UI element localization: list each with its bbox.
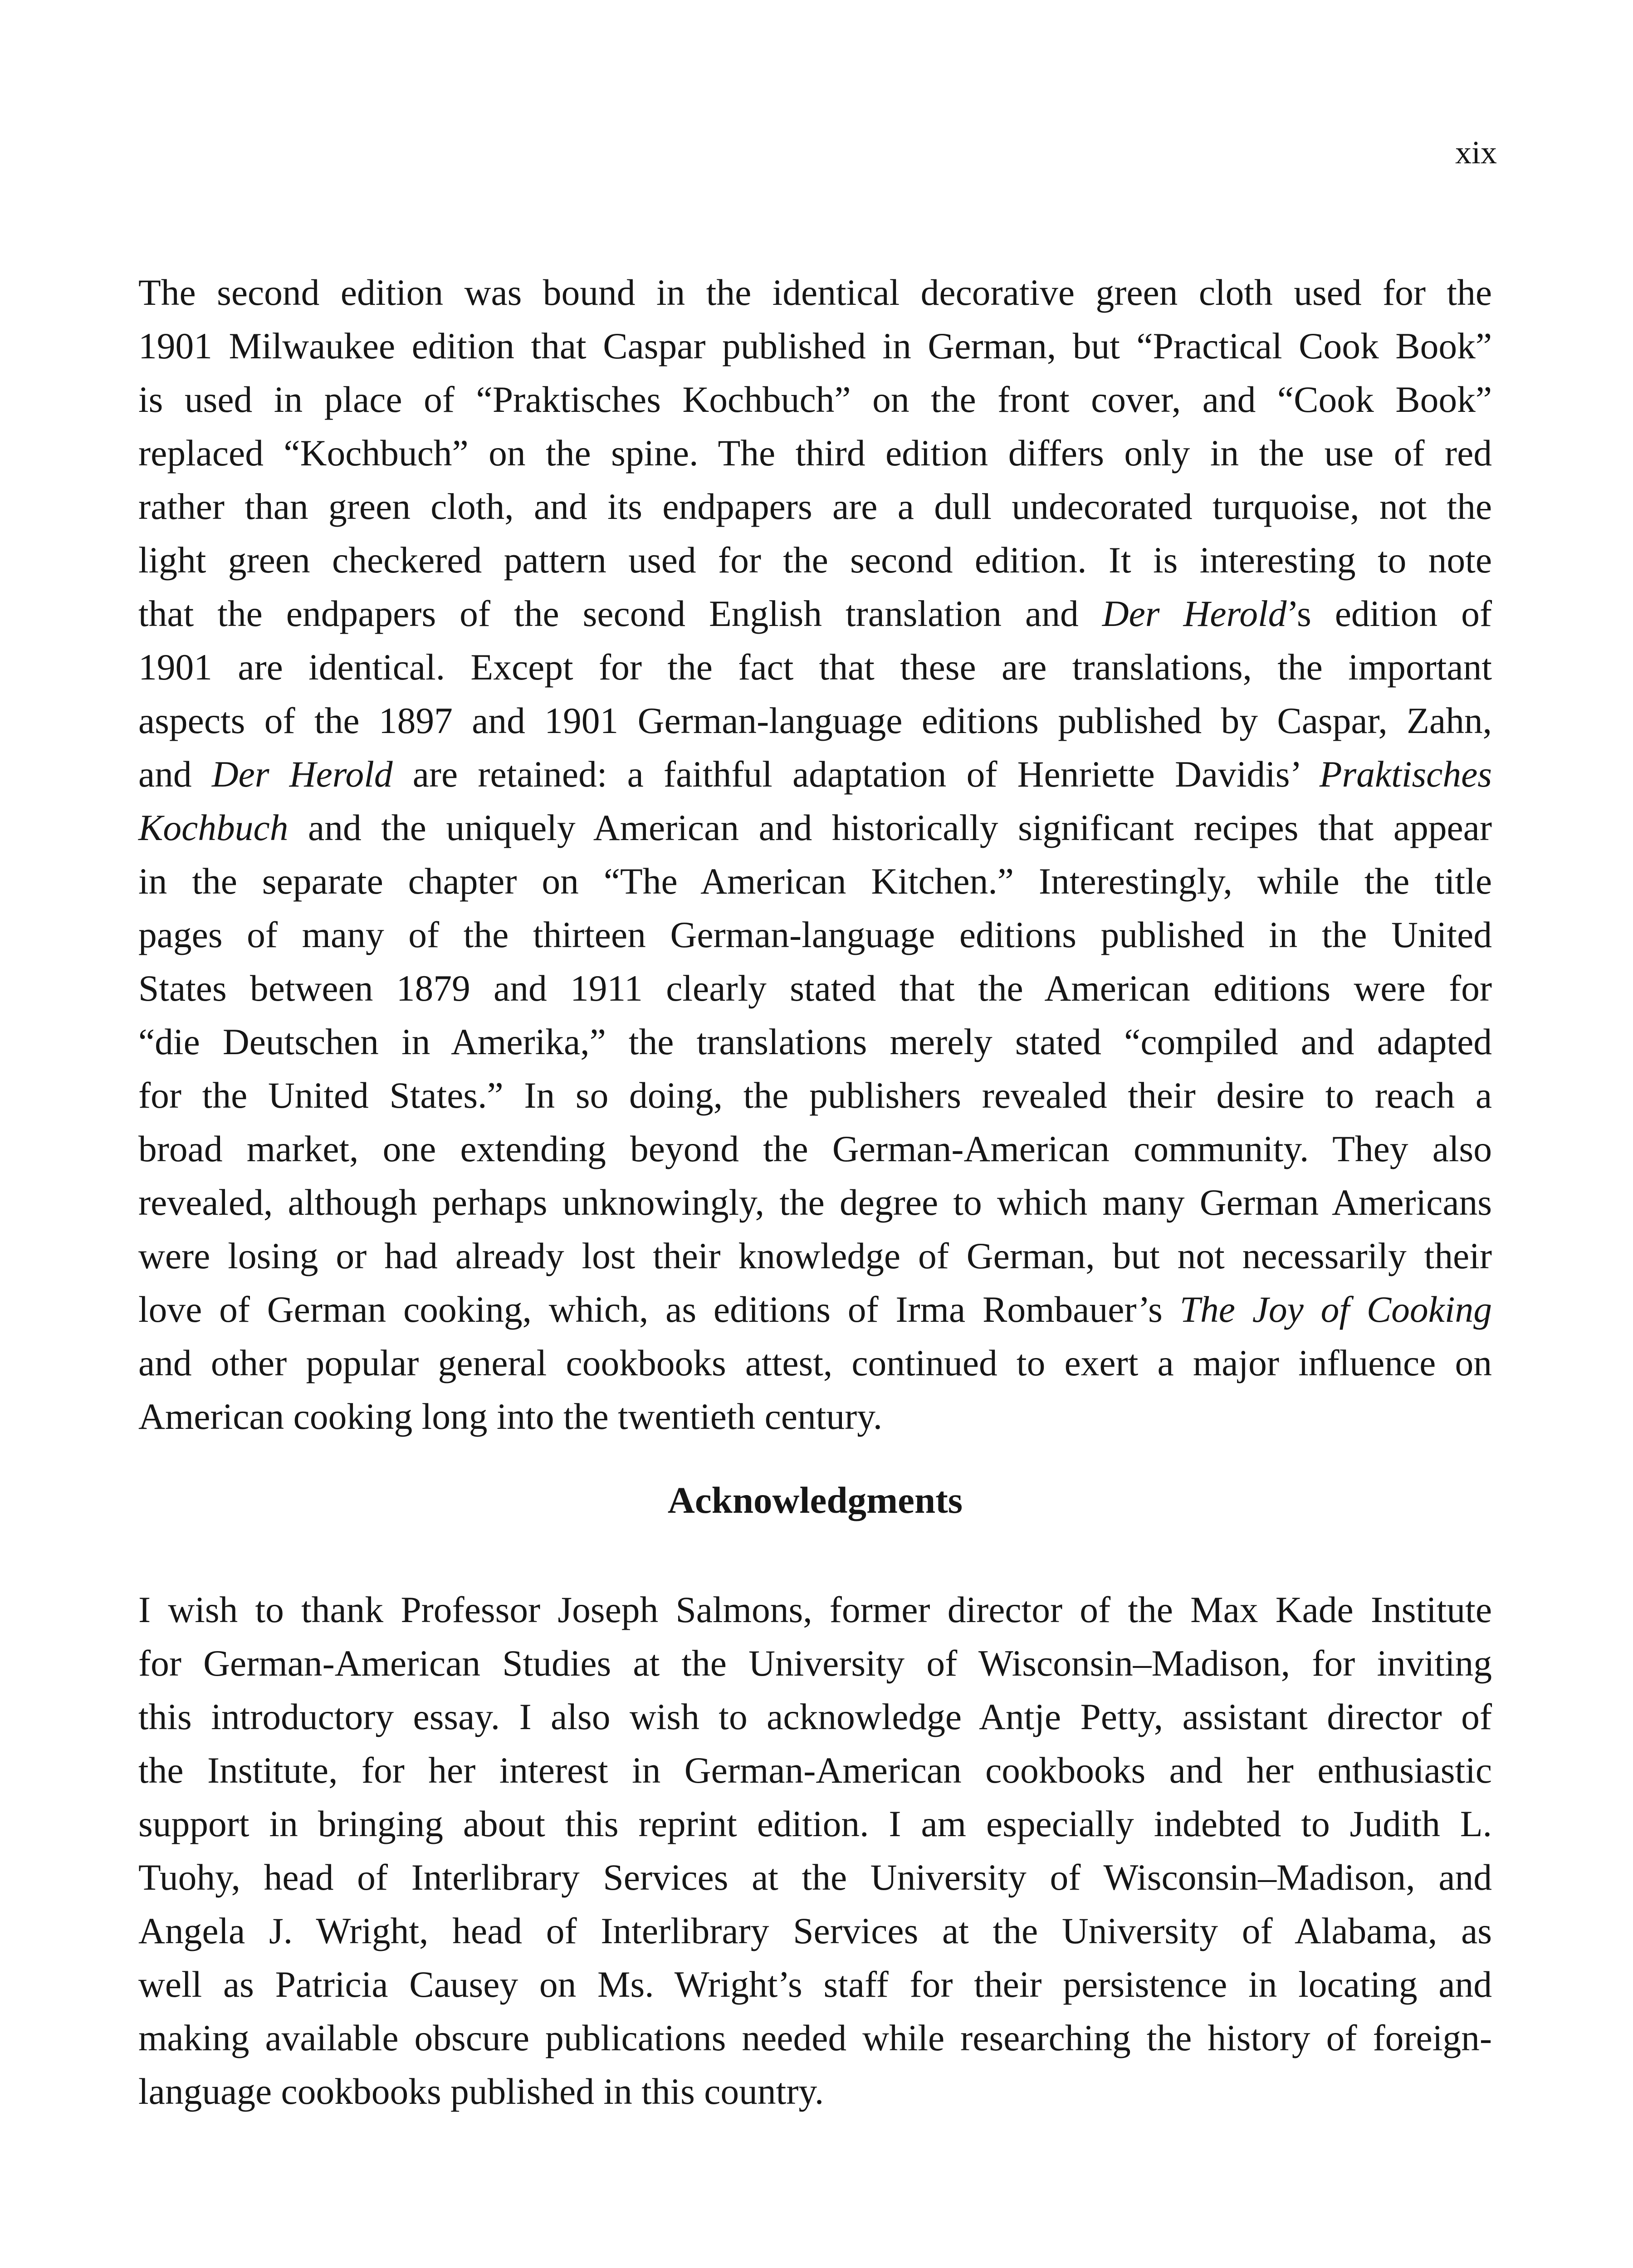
- text-run: this introductory essay. I also wish to acknowledge Antje Petty, assistant director of: [138, 1696, 1492, 1737]
- text-run: is used in place of “Praktisches Kochbuch” on the front cover, and “Cook Book”: [138, 379, 1492, 420]
- text-line: [138, 748, 1492, 801]
- text-line: [138, 2011, 1492, 2065]
- text-line: [138, 855, 1492, 908]
- italic-title: The Joy of Cooking: [1179, 1289, 1492, 1330]
- text-run: ’s edition of: [1286, 593, 1492, 634]
- text-run: support in bringing about this reprint edition. I am especially indebted to Judith L.: [138, 1803, 1492, 1844]
- italic-title: Der Herold: [1102, 593, 1287, 634]
- body-paragraph-1: [138, 266, 1492, 1443]
- page-number: xix: [1455, 134, 1497, 171]
- text-run: aspects of the 1897 and 1901 German-language editions published by Caspar, Zahn,: [138, 700, 1492, 741]
- text-line: [138, 480, 1492, 533]
- text-run: Angela J. Wright, head of Interlibrary Services at the University of Alabama, as: [138, 1910, 1492, 1951]
- text-run: and: [138, 753, 212, 795]
- text-line: [138, 1015, 1492, 1069]
- text-line: [138, 1390, 1492, 1443]
- text-run: well as Patricia Causey on Ms. Wright’s staff for their persistence in locating and: [138, 1964, 1492, 2005]
- text-line: [138, 1904, 1492, 1958]
- text-run: in the separate chapter on “The American Kitchen.” Interestingly, while the title: [138, 860, 1492, 902]
- text-run: for German-American Studies at the University of Wisconsin–Madison, for inviting: [138, 1642, 1492, 1684]
- text-line: [138, 1797, 1492, 1851]
- text-run: for the United States.” In so doing, the publishers revealed their desire to reach a: [138, 1075, 1492, 1116]
- text-run: and the uniquely American and historically significant recipes that appear: [288, 807, 1492, 848]
- text-line: [138, 1069, 1492, 1122]
- text-line: [138, 1637, 1492, 1690]
- text-line: [138, 640, 1492, 694]
- text-line: [138, 587, 1492, 640]
- text-line: [138, 694, 1492, 748]
- section-heading-acknowledgments: Acknowledgments: [667, 1479, 963, 1521]
- text-line: [138, 319, 1492, 373]
- text-run: “die Deutschen in Amerika,” the translations merely stated “compiled and adapted: [138, 1021, 1492, 1062]
- text-run: that the endpapers of the second English translation and: [138, 593, 1102, 634]
- text-line: [138, 533, 1492, 587]
- text-line: [138, 1958, 1492, 2011]
- text-line: [138, 1744, 1492, 1797]
- text-run: are retained: a faithful adaptation of Henriette Davidis’: [392, 753, 1320, 795]
- text-line: [138, 1176, 1492, 1229]
- text-run: making available obscure publications needed while researching the history of foreign-: [138, 2017, 1492, 2058]
- text-run: I wish to thank Professor Joseph Salmons, former director of the Max Kade Institute: [138, 1589, 1492, 1630]
- text-line: [138, 1283, 1492, 1336]
- text-line: [138, 1229, 1492, 1283]
- text-run: broad market, one extending beyond the German-American community. They also: [138, 1128, 1492, 1169]
- text-run: light green checkered pattern used for the second edition. It is interesting to note: [138, 539, 1492, 581]
- text-run: American cooking long into the twentieth century.: [138, 1396, 883, 1437]
- body-paragraph-2: [138, 1583, 1492, 2118]
- text-line: [138, 1690, 1492, 1744]
- text-line: [138, 801, 1492, 855]
- text-run: 1901 Milwaukee edition that Caspar published in German, but “Practical Cook Book”: [138, 325, 1492, 367]
- text-run: and other popular general cookbooks attest, continued to exert a major influence on: [138, 1342, 1492, 1383]
- italic-title: Kochbuch: [138, 807, 288, 848]
- text-run: the Institute, for her interest in German-American cookbooks and her enthusiastic: [138, 1750, 1492, 1791]
- text-line: [138, 426, 1492, 480]
- text-run: pages of many of the thirteen German-language editions published in the United: [138, 914, 1492, 955]
- text-run: revealed, although perhaps unknowingly, the degree to which many German Americans: [138, 1182, 1492, 1223]
- text-run: 1901 are identical. Except for the fact that these are translations, the important: [138, 646, 1492, 688]
- text-line: [138, 266, 1492, 319]
- text-line: [138, 2065, 1492, 2118]
- text-line: [138, 908, 1492, 962]
- text-run: language cookbooks published in this country.: [138, 2071, 824, 2112]
- text-run: love of German cooking, which, as editions of Irma Rombauer’s: [138, 1289, 1180, 1330]
- text-run: States between 1879 and 1911 clearly stated that the American editions were for: [138, 968, 1492, 1009]
- text-line: [138, 1851, 1492, 1904]
- text-line: [138, 373, 1492, 426]
- text-run: The second edition was bound in the identical decorative green cloth used for the: [138, 272, 1492, 313]
- text-line: [138, 1583, 1492, 1637]
- text-line: [138, 962, 1492, 1015]
- text-run: were losing or had already lost their knowledge of German, but not necessarily their: [138, 1235, 1492, 1276]
- text-run: Tuohy, head of Interlibrary Services at the University of Wisconsin–Madison, and: [138, 1857, 1492, 1898]
- text-run: replaced “Kochbuch” on the spine. The third edition differs only in the use of red: [138, 432, 1492, 474]
- text-line: [138, 1122, 1492, 1176]
- text-run: rather than green cloth, and its endpapers are a dull undecorated turquoise, not the: [138, 486, 1492, 527]
- text-line: [138, 1336, 1492, 1390]
- italic-title: Praktisches: [1319, 753, 1492, 795]
- italic-title: Der Herold: [211, 753, 393, 795]
